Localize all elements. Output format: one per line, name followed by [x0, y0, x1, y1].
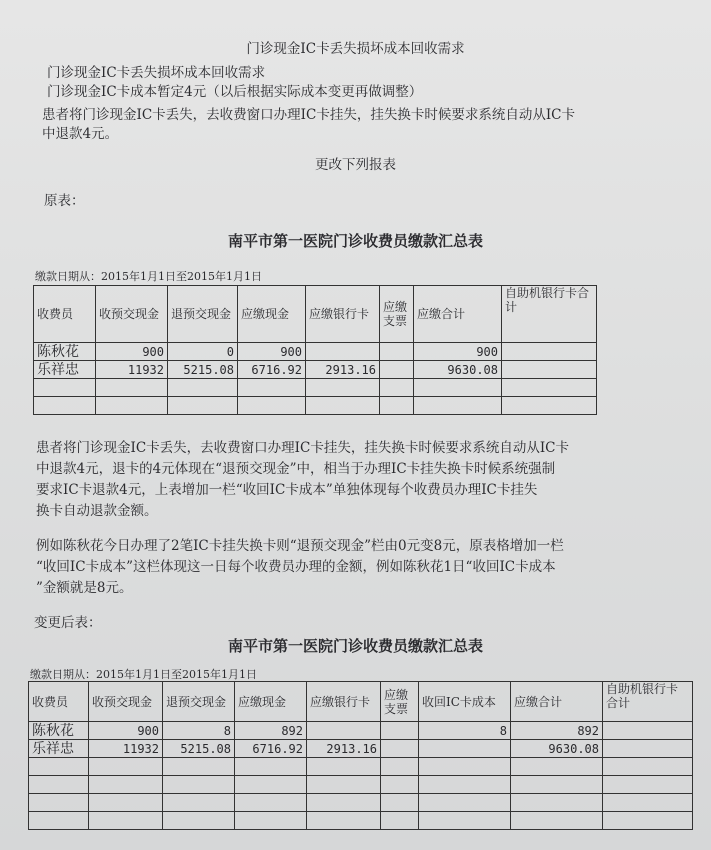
table2-cell: 2913.16 — [307, 740, 381, 758]
table1-cell: 9630.08 — [414, 361, 502, 379]
table2-title: 南平市第一医院门诊收费员缴款汇总表 — [227, 637, 483, 655]
table-row — [34, 379, 597, 397]
table2-cell — [89, 758, 163, 776]
table2-cell — [89, 812, 163, 830]
table2-cell — [307, 794, 381, 812]
table-row — [34, 397, 597, 415]
table2-cell: 陈秋花 — [29, 722, 89, 740]
table1-cell — [96, 397, 168, 415]
table2-cell: 892 — [511, 722, 603, 740]
table2-cell — [235, 794, 307, 812]
table1-header-cell: 应缴合计 — [414, 286, 502, 343]
table-row — [29, 812, 693, 830]
table2-cell: 8 — [419, 722, 511, 740]
table2-cell: 900 — [89, 722, 163, 740]
table2-cell — [419, 740, 511, 758]
table1-cell — [168, 397, 238, 415]
table1-cell — [306, 379, 380, 397]
example-line-1: 例如陈秋花今日办理了2笔IC卡挂失换卡则“退预交现金”栏由0元变8元，原表格增加一栏 — [36, 538, 564, 554]
table1-cell — [380, 397, 414, 415]
table1-cell: 陈秋花 — [34, 343, 96, 361]
table1-header-row — [34, 286, 597, 343]
table1-cell: 900 — [238, 343, 306, 361]
table1-cell — [502, 379, 597, 397]
table2-cell — [603, 794, 693, 812]
explanation-line-3: 要求IC卡退款4元，上表增加一栏“收回IC卡成本”单独体现每个收费员办理IC卡挂失 — [36, 482, 538, 498]
table1-cell — [502, 361, 597, 379]
example-line-2: “收回IC卡成本”这栏体现这一日每个收费员办理的金额，例如陈秋花1日“收回IC卡成本 — [36, 559, 556, 575]
table-row — [34, 343, 597, 361]
original-label: 原表： — [44, 193, 85, 209]
intro-line-2: 门诊现金IC卡成本暂定4元（以后根据实际成本变更再做调整） — [47, 84, 423, 100]
explanation-line-2: 中退款4元，退卡的4元体现在“退预交现金”中，相当于办理IC卡挂失换卡时候系统强制 — [36, 461, 556, 477]
table2-cell — [163, 794, 235, 812]
table2-cell: 6716.92 — [235, 740, 307, 758]
table1-cell — [34, 397, 96, 415]
table2-cell — [163, 758, 235, 776]
table-row — [29, 758, 693, 776]
table2-cell: 9630.08 — [511, 740, 603, 758]
table2-cell: 5215.08 — [163, 740, 235, 758]
table2-cell — [381, 758, 419, 776]
table1-cell: 900 — [414, 343, 502, 361]
problem-line-2: 中退款4元。 — [42, 126, 119, 142]
table2-cell — [307, 812, 381, 830]
table2-cell — [89, 776, 163, 794]
table1-header-cell: 退预交现金 — [168, 286, 238, 343]
table2-cell — [381, 794, 419, 812]
table2-header-cell: 应缴现金 — [235, 682, 307, 722]
table2-cell: 乐祥忠 — [29, 740, 89, 758]
table2-cell — [163, 776, 235, 794]
table2-cell: 11932 — [89, 740, 163, 758]
table1-cell: 5215.08 — [168, 361, 238, 379]
table2-header-cell: 自助机银行卡合计 — [603, 682, 693, 722]
table2-cell — [163, 812, 235, 830]
table1-cell — [306, 397, 380, 415]
table1-cell — [306, 343, 380, 361]
table2-header-cell: 收费员 — [29, 682, 89, 722]
table2-cell — [419, 758, 511, 776]
table-row — [29, 776, 693, 794]
table1-header-cell: 收预交现金 — [96, 286, 168, 343]
table2-cell — [29, 758, 89, 776]
table-row — [29, 794, 693, 812]
table2-cell — [603, 812, 693, 830]
table1-cell: 900 — [96, 343, 168, 361]
change-heading: 更改下列报表 — [315, 157, 396, 173]
table1-cell: 2913.16 — [306, 361, 380, 379]
table2-cell — [419, 794, 511, 812]
table1-cell: 0 — [168, 343, 238, 361]
table2-header-cell: 应缴合计 — [511, 682, 603, 722]
table1-cell — [414, 397, 502, 415]
table2-cell — [603, 740, 693, 758]
table-row — [29, 740, 693, 758]
table2-cell — [511, 758, 603, 776]
table2-cell — [381, 776, 419, 794]
table2-changed — [28, 681, 693, 830]
table2-cell — [381, 722, 419, 740]
table2-cell — [29, 794, 89, 812]
explanation-line-4: 换卡自动退款金额。 — [36, 503, 158, 519]
problem-line-1: 患者将门诊现金IC卡丢失，去收费窗口办理IC卡挂失，挂失换卡时候要求系统自动从IC卡 — [42, 107, 575, 123]
table2-cell — [235, 776, 307, 794]
table2-header-cell: 应缴银行卡 — [307, 682, 381, 722]
table2-cell: 8 — [163, 722, 235, 740]
table2-header-cell: 退预交现金 — [163, 682, 235, 722]
table1-cell — [380, 379, 414, 397]
table1-header-cell: 应缴支票 — [380, 286, 414, 343]
table2-header-cell: 应缴支票 — [381, 682, 419, 722]
table2-cell — [235, 758, 307, 776]
table1-cell — [238, 379, 306, 397]
table1-date-line: 缴款日期从：2015年1月1日至2015年1月1日 — [35, 270, 262, 283]
table2-cell — [29, 776, 89, 794]
document-title: 门诊现金IC卡丢失损坏成本回收需求 — [246, 41, 465, 57]
table2-cell — [89, 794, 163, 812]
example-line-3: ”金额就是8元。 — [36, 580, 133, 596]
table2-cell — [381, 740, 419, 758]
table1-cell — [502, 343, 597, 361]
table2-cell — [603, 776, 693, 794]
table1-header-cell: 应缴银行卡 — [306, 286, 380, 343]
table2-header-row — [29, 682, 693, 722]
table1-cell — [380, 361, 414, 379]
table1-cell — [96, 379, 168, 397]
table1-cell — [34, 379, 96, 397]
explanation-line-1: 患者将门诊现金IC卡丢失，去收费窗口办理IC卡挂失，挂失换卡时候要求系统自动从IC卡 — [36, 440, 569, 456]
table2-cell — [603, 722, 693, 740]
table1-title: 南平市第一医院门诊收费员缴款汇总表 — [227, 232, 483, 250]
table1-cell: 11932 — [96, 361, 168, 379]
table2-cell — [419, 776, 511, 794]
table2-cell — [511, 776, 603, 794]
table1-cell: 6716.92 — [238, 361, 306, 379]
table1-cell — [238, 397, 306, 415]
table1-cell — [380, 343, 414, 361]
table2-cell — [419, 812, 511, 830]
table2-cell — [603, 758, 693, 776]
table2-cell — [29, 812, 89, 830]
table2-date-line: 缴款日期从：2015年1月1日至2015年1月1日 — [30, 668, 257, 681]
table2-header-cell: 收预交现金 — [89, 682, 163, 722]
table1-header-cell: 自助机银行卡合计 — [502, 286, 597, 343]
table2-cell — [511, 812, 603, 830]
table-row — [34, 361, 597, 379]
table1-cell — [414, 379, 502, 397]
intro-line-1: 门诊现金IC卡丢失损坏成本回收需求 — [47, 65, 266, 81]
table1-cell: 乐祥忠 — [34, 361, 96, 379]
table1-header-cell: 收费员 — [34, 286, 96, 343]
table1-header-cell: 应缴现金 — [238, 286, 306, 343]
table2-cell — [307, 758, 381, 776]
table2-cell — [235, 812, 307, 830]
table2-cell — [381, 812, 419, 830]
table2-cell — [511, 794, 603, 812]
table2-cell — [307, 776, 381, 794]
table-row — [29, 722, 693, 740]
table2-header-cell: 收回IC卡成本 — [419, 682, 511, 722]
table1-cell — [502, 397, 597, 415]
changed-label: 变更后表： — [34, 615, 102, 631]
table2-cell — [307, 722, 381, 740]
table1-cell — [168, 379, 238, 397]
table1-original — [33, 285, 597, 415]
table2-cell: 892 — [235, 722, 307, 740]
